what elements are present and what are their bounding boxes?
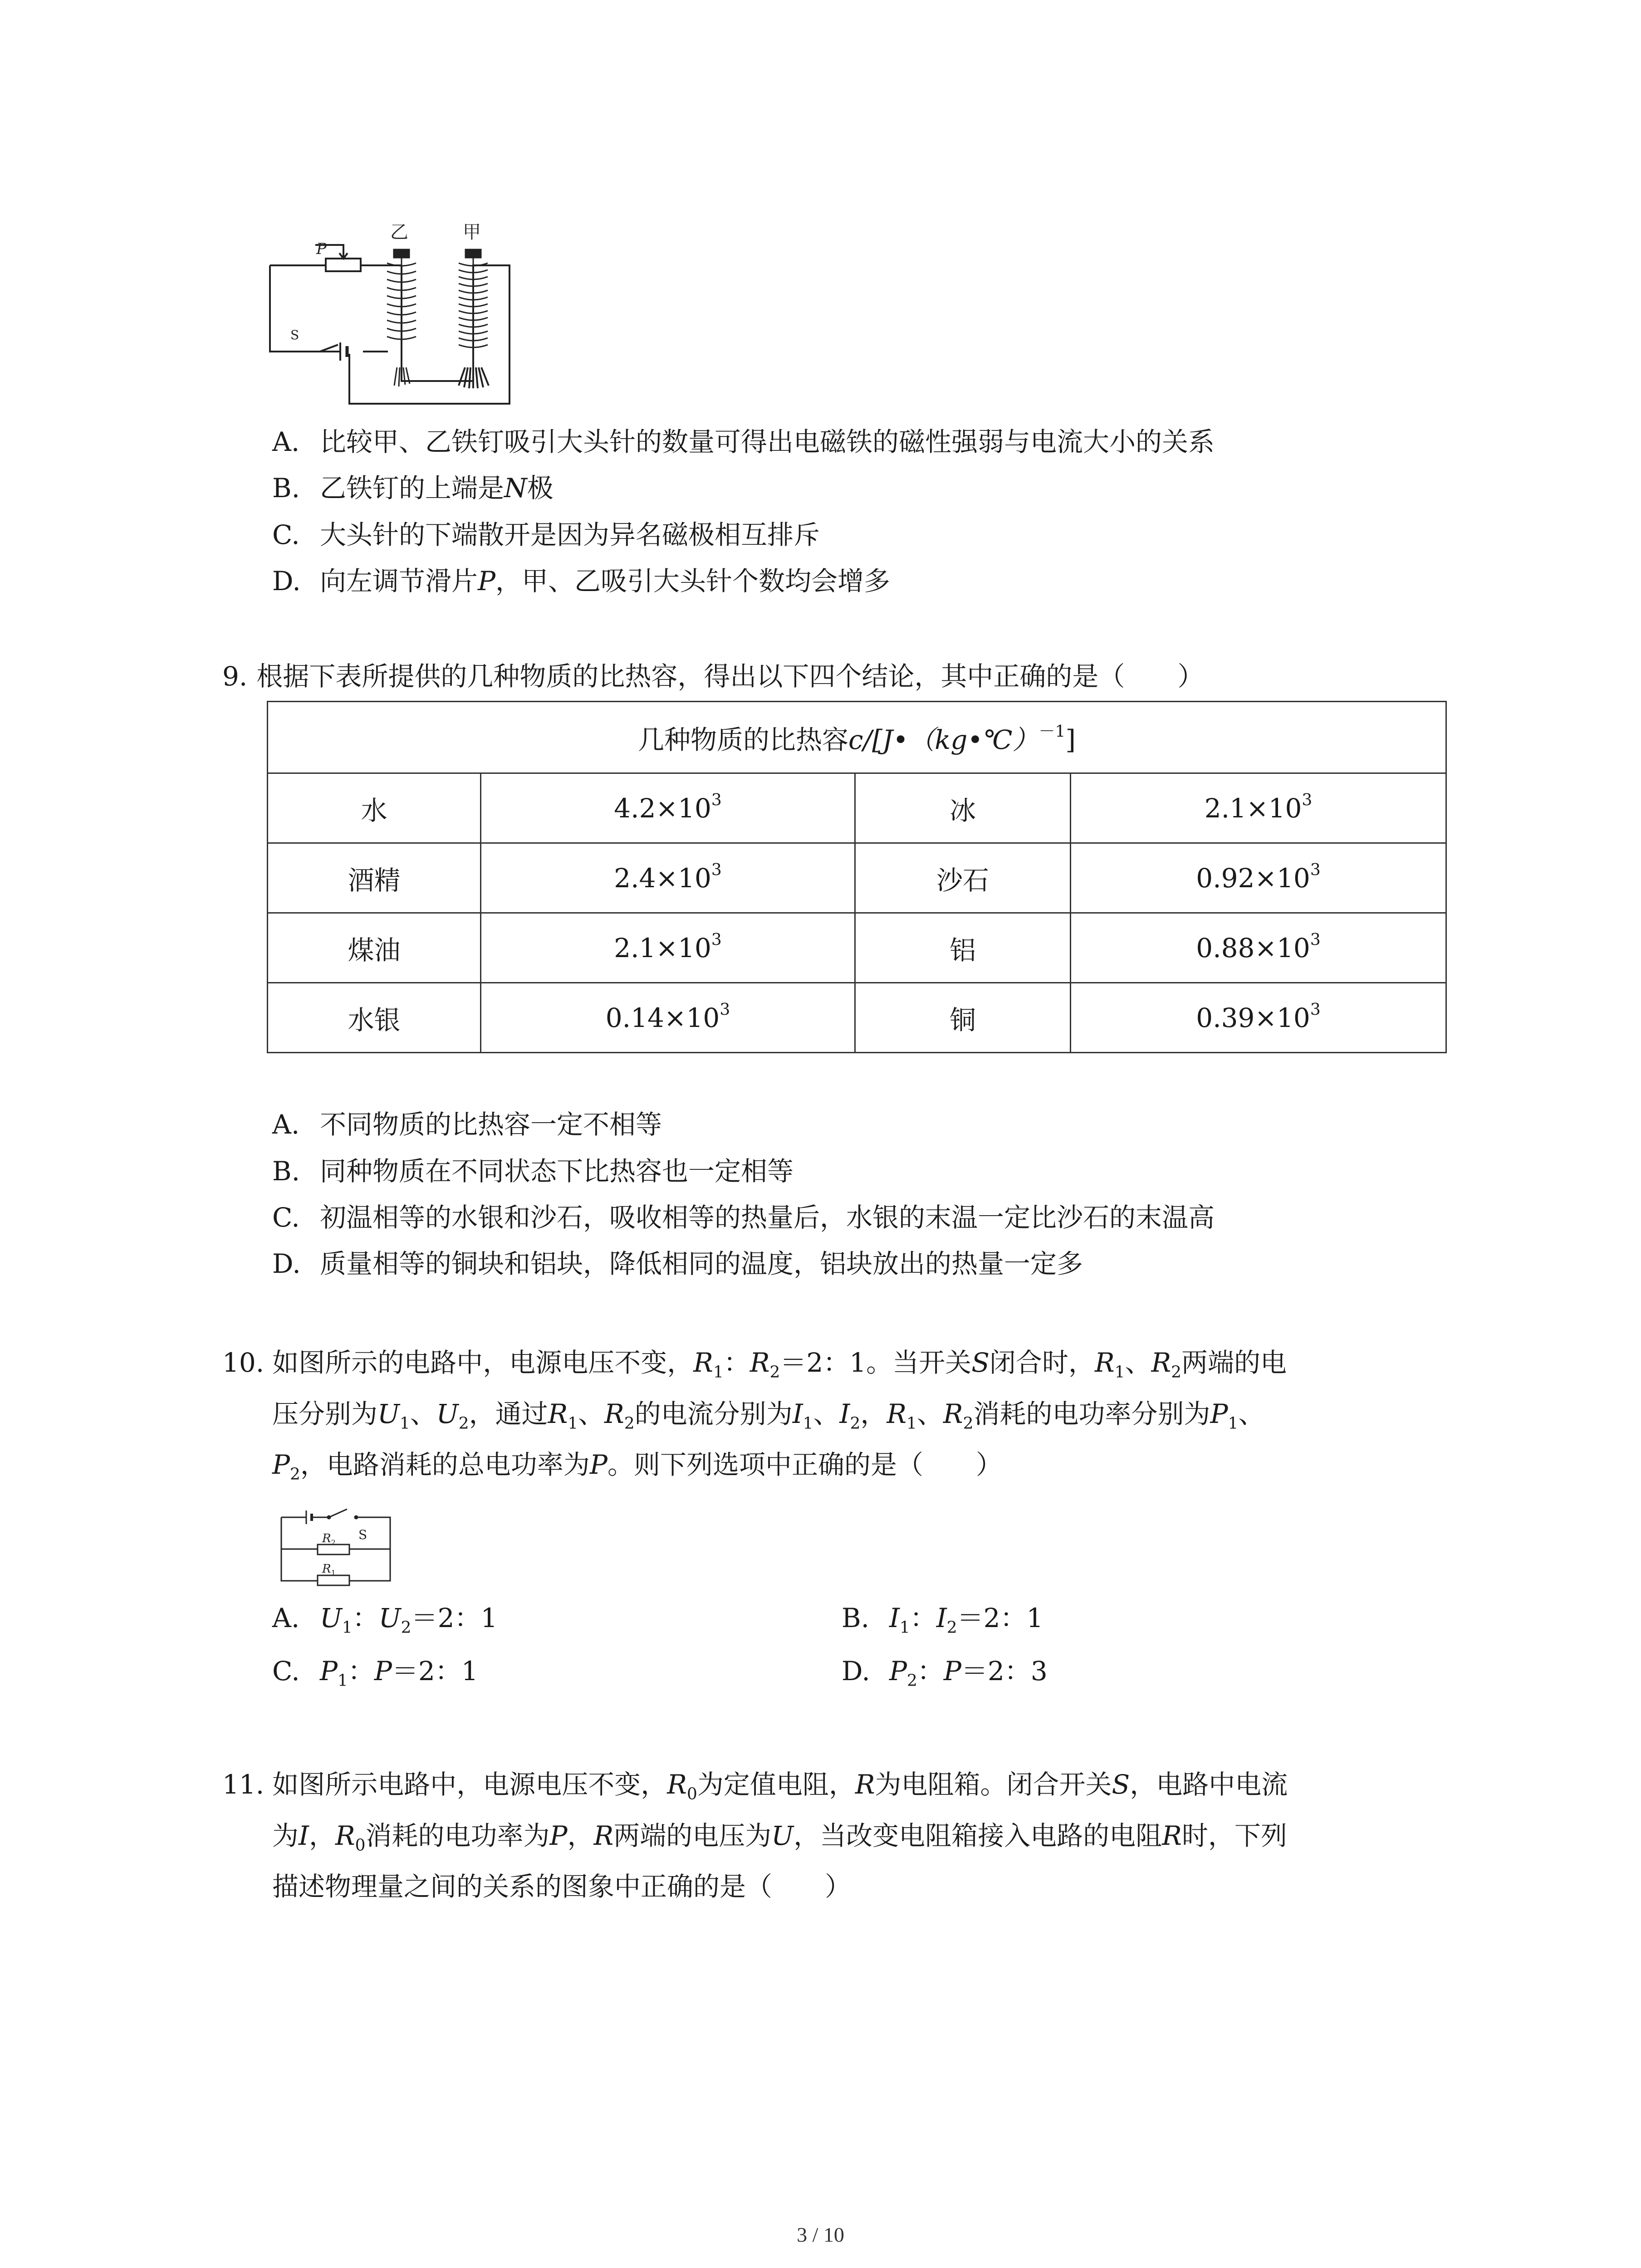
- q10-stem-line2: 压分别为$U_1$、$U_2$，通过$R_1$、$R_2$的电流分别为$I_1$、$I_2$，$R_1$、$R_2$消耗的电功率分别为$P_1$、: [272, 1398, 1265, 1433]
- question-number: 9.: [222, 661, 248, 692]
- nail-yi-label: 乙: [390, 222, 408, 243]
- q8-option-c: C. 大头针的下端散开是因为异名磁极相互排斥: [272, 519, 820, 550]
- slider-p-label: P: [316, 240, 327, 258]
- option-letter: D.: [272, 566, 301, 596]
- option-letter: B.: [272, 473, 300, 503]
- table-row: 水 $4.2\times 10^3$ 冰 $2.1\times 10^3$: [268, 773, 1446, 843]
- q9-option-a: A. 不同物质的比热容一定不相等: [272, 1109, 662, 1140]
- electromagnet-circuit-figure: [265, 218, 519, 417]
- table-row: 煤油 $2.1\times 10^3$ 铝 $0.88\times 10^3$: [268, 913, 1446, 983]
- q9-option-b: B. 同种物质在不同状态下比热容也一定相等: [272, 1156, 794, 1187]
- q8-option-a: A. 比较甲、乙铁钉吸引大头针的数量可得出电磁铁的磁性强弱与电流大小的关系: [272, 426, 1215, 457]
- option-letter: C.: [272, 519, 300, 550]
- r1-label: $R_1$: [322, 1562, 336, 1577]
- option-letter: D.: [272, 1248, 301, 1279]
- r2-label: $R_2$: [322, 1532, 336, 1547]
- q10-option-c: C. $P_1$：P＝2：1: [272, 1656, 478, 1690]
- switch-s-label: S: [290, 327, 299, 342]
- option-letter: C.: [272, 1656, 300, 1686]
- page-number: 3 / 10: [797, 2223, 844, 2246]
- q10-option-a: A. $U_1$：$U_2=2$：1: [272, 1603, 498, 1637]
- table-row: 水银 $0.14\times 10^3$ 铜 $0.39\times 10^3$: [268, 983, 1446, 1053]
- option-letter: A.: [272, 1109, 300, 1140]
- q9-option-c: C. 初温相等的水银和沙石，吸收相等的热量后，水银的末温一定比沙石的末温高: [272, 1202, 1215, 1233]
- specific-heat-table: [267, 701, 1447, 1053]
- parallel-circuit-figure: [279, 1499, 397, 1590]
- q9-stem: 9. 根据下表所提供的几种物质的比热容，得出以下四个结论，其中正确的是（ ）: [222, 661, 1204, 692]
- option-letter: B.: [842, 1603, 870, 1633]
- q10-stem-line1: 10. 如图所示的电路中，电源电压不变，$R_1$：$R_2=2$：1。当开关S闭合时，$R_1$、$R_2$两端的电: [222, 1347, 1287, 1382]
- q11-stem-line3: 描述物理量之间的关系的图象中正确的是（ ）: [272, 1871, 852, 1902]
- q11-stem-line1: 11. 如图所示电路中，电源电压不变，$R_0$为定值电阻，R为电阻箱。闭合开关S，电路中电流: [222, 1769, 1288, 1804]
- option-letter: A.: [272, 426, 300, 457]
- q8-option-b: B. 乙铁钉的上端是N极: [272, 473, 554, 503]
- nail-jia-label: 甲: [463, 222, 481, 243]
- option-letter: C.: [272, 1202, 300, 1233]
- option-letter: D.: [842, 1656, 870, 1686]
- option-letter: A.: [272, 1603, 300, 1633]
- table-row: 酒精 $2.4\times 10^3$ 沙石 $0.92\times 10^3$: [268, 843, 1446, 913]
- option-letter: B.: [272, 1156, 300, 1187]
- question-number: 11.: [222, 1769, 265, 1800]
- table-header: 几种物质的比热容c/[J•（kg•℃）$^{-1}$]: [268, 702, 1446, 773]
- switch-s-label: S: [358, 1527, 367, 1542]
- q10-stem-line3: $P_2$，电路消耗的总电功率为P。则下列选项中正确的是（ ）: [272, 1449, 1002, 1484]
- q8-option-d: D. 向左调节滑片P，甲、乙吸引大头针个数均会增多: [272, 566, 891, 596]
- question-number: 10.: [222, 1347, 265, 1378]
- q10-option-d: D. $P_2$：P＝2：3: [842, 1656, 1048, 1690]
- q10-option-b: B. $I_1$：$I_2=2$：1: [842, 1603, 1043, 1637]
- q11-stem-line2: 为I，$R_0$消耗的电功率为P，R两端的电压为U，当改变电阻箱接入电路的电阻R时，下列: [272, 1820, 1287, 1855]
- q9-option-d: D. 质量相等的铜块和铝块，降低相同的温度，铝块放出的热量一定多: [272, 1248, 1083, 1279]
